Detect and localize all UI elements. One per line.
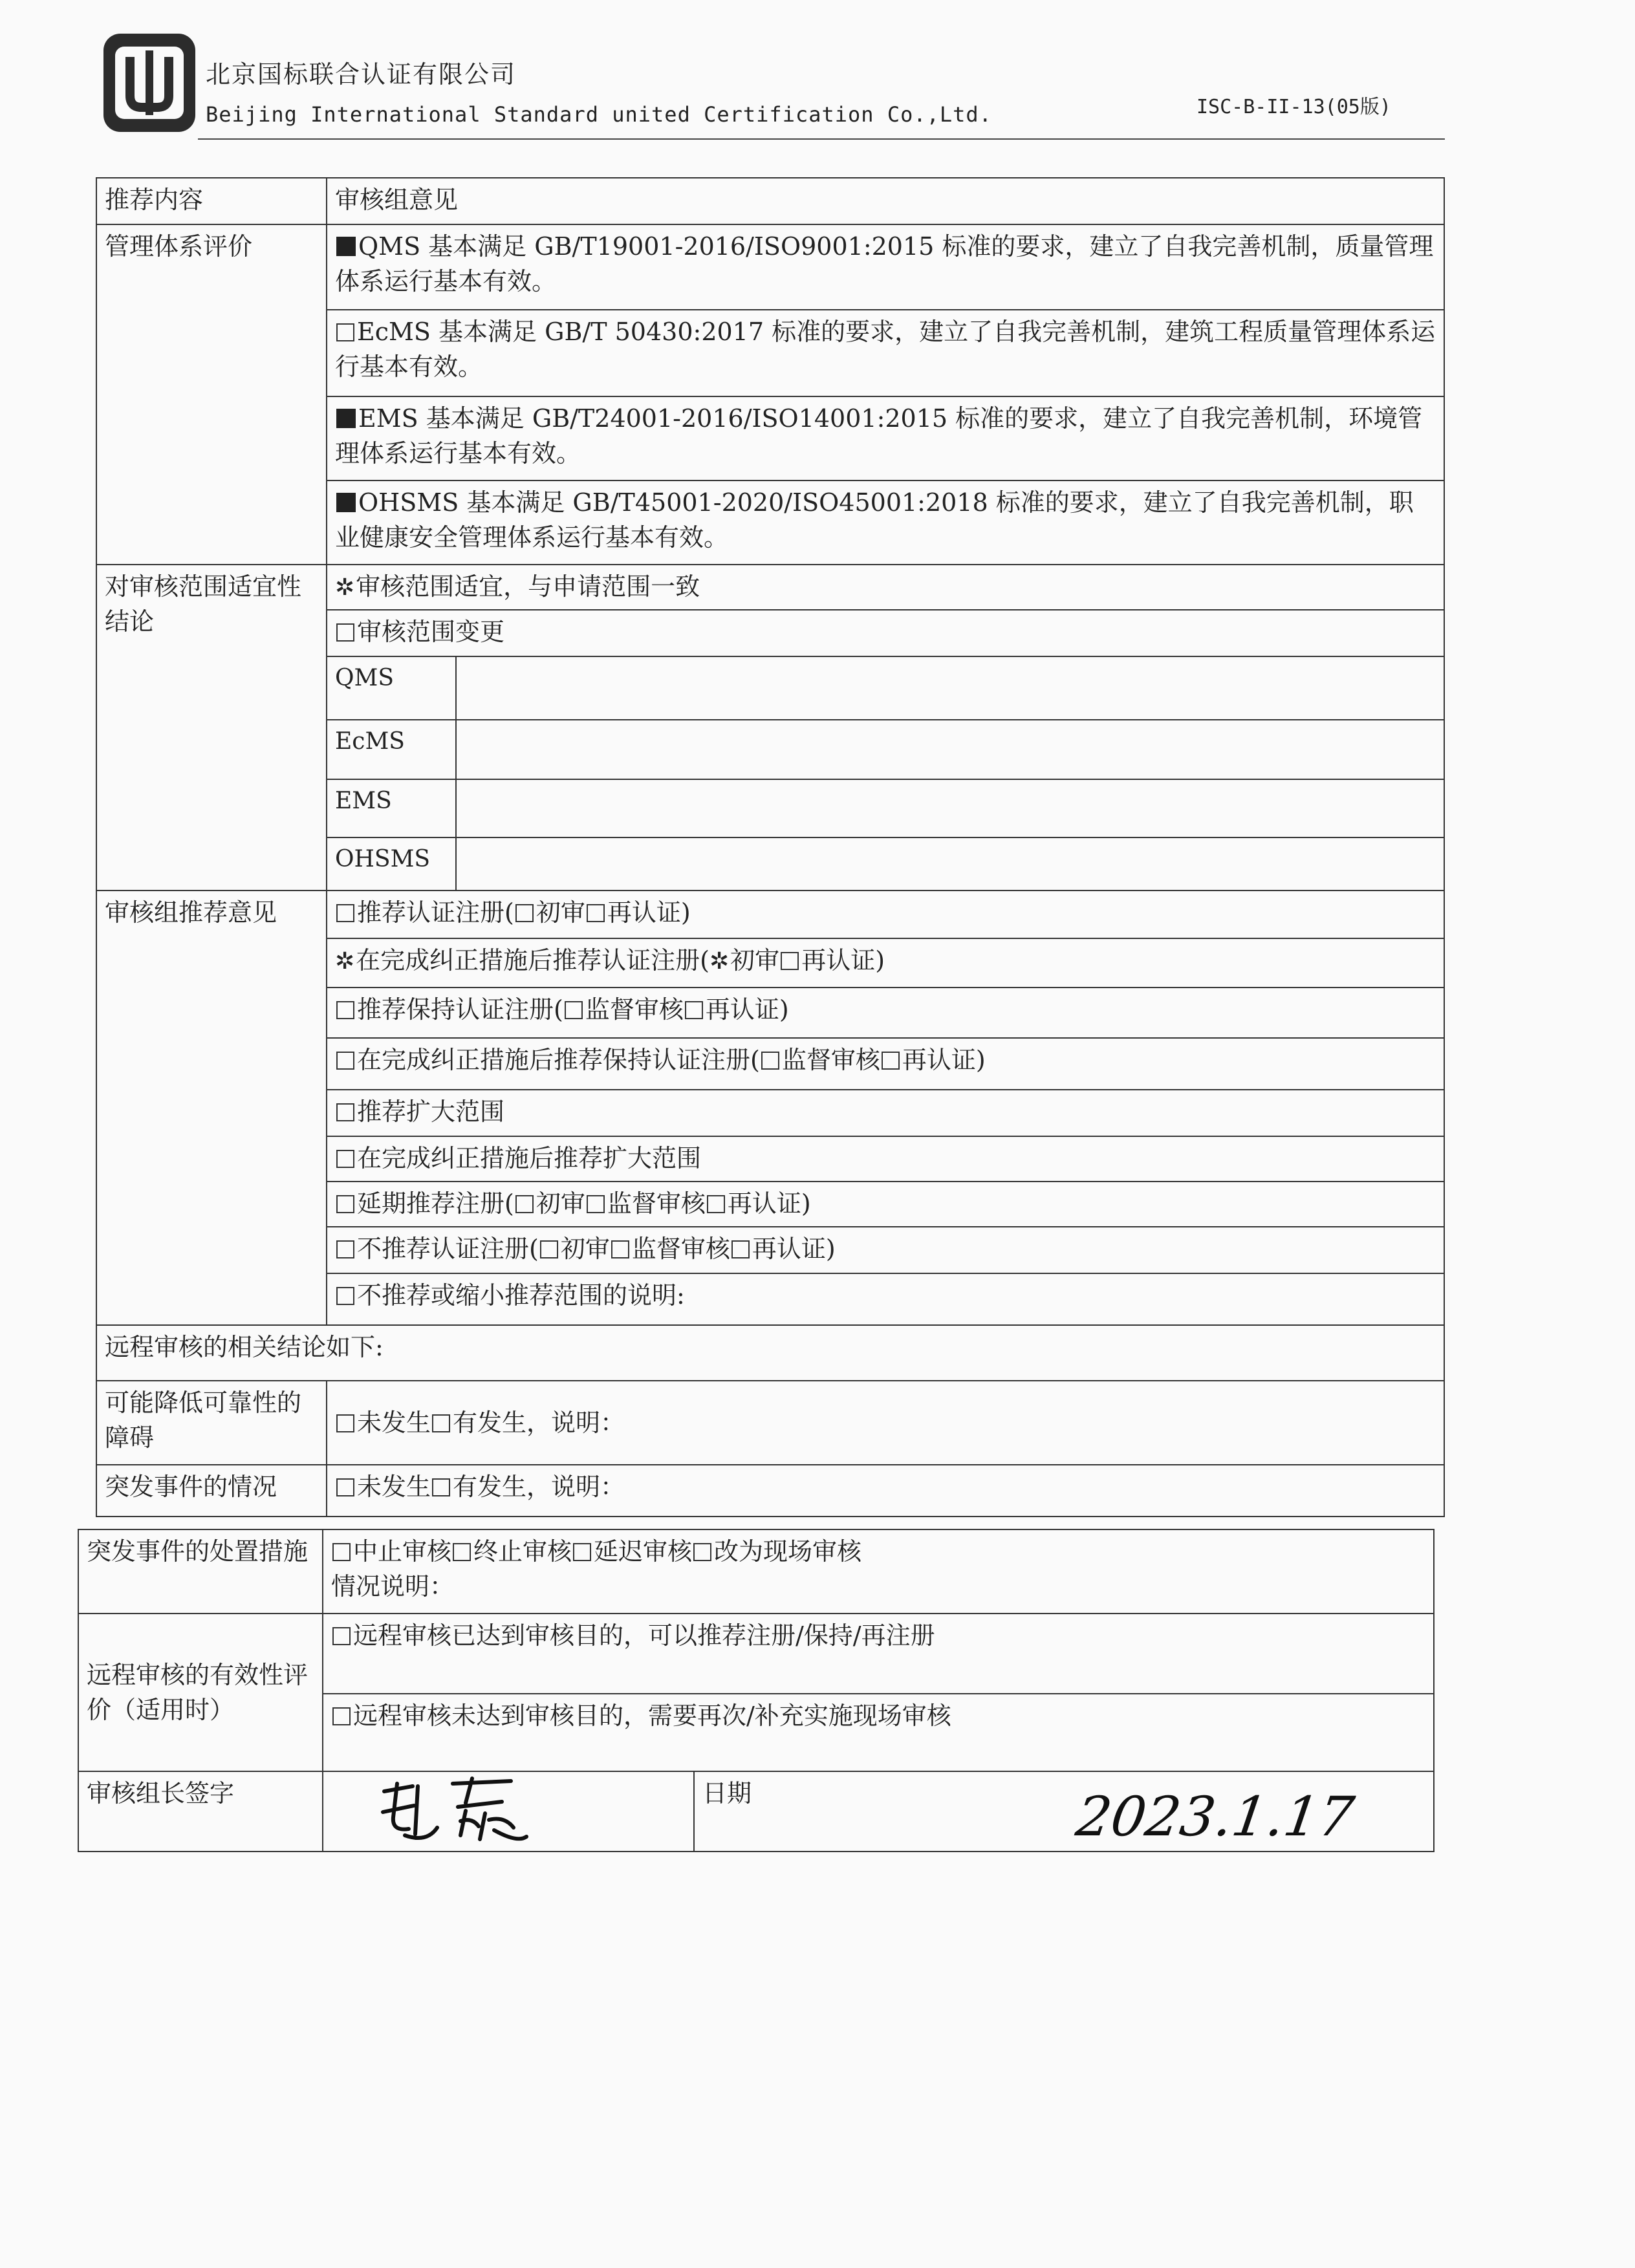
- scope-system-ohsms: OHSMS: [327, 837, 456, 891]
- handwritten-signature: [375, 1772, 530, 1850]
- checkbox[interactable]: [573, 1543, 591, 1561]
- checkbox-checked[interactable]: [336, 409, 356, 428]
- checkbox[interactable]: [336, 1478, 354, 1496]
- checkbox[interactable]: [332, 1627, 351, 1645]
- obstacle-label: 可能降低可靠性的障碍: [96, 1381, 327, 1465]
- checkbox-checked[interactable]: [336, 493, 356, 512]
- scope-system-ems: EMS: [327, 779, 456, 837]
- validity-label: 远程审核的有效性评价（适用时）: [78, 1614, 323, 1771]
- measures-note: 情况说明：: [331, 1572, 455, 1601]
- recommend-item: 推荐认证注册( 初审 再认证): [327, 891, 1444, 938]
- checkbox[interactable]: [515, 904, 534, 922]
- checkbox[interactable]: [336, 904, 354, 922]
- checkbox[interactable]: [761, 1052, 779, 1070]
- company-name-en: Beijing International Standard united Certification Co.,Ltd.: [206, 102, 992, 127]
- checkbox[interactable]: [685, 1001, 703, 1019]
- checkbox[interactable]: [336, 1150, 354, 1168]
- recommend-label: 审核组推荐意见: [96, 891, 327, 1325]
- checkbox[interactable]: [731, 1240, 750, 1258]
- scope-system-qms: QMS: [327, 656, 456, 720]
- checkbox[interactable]: [332, 1543, 351, 1561]
- scope-value-ohsms[interactable]: [456, 837, 1444, 891]
- checkbox[interactable]: [707, 1195, 725, 1213]
- checkbox[interactable]: [336, 1001, 354, 1019]
- gear-checkbox-icon[interactable]: ✲: [335, 574, 355, 601]
- gear-checkbox-icon[interactable]: ✲: [335, 948, 355, 975]
- company-name-cn: 北京国标联合认证有限公司: [206, 60, 517, 89]
- mgmt-item-ems: EMS 基本满足 GB/T24001-2016/ISO14001:2015 标准的要求，建立了自我完善机制，环境管理体系运行基本有效。: [327, 396, 1444, 481]
- recommend-item: 不推荐认证注册( 初审 监督审核 再认证): [327, 1227, 1444, 1273]
- checkbox[interactable]: [336, 623, 354, 642]
- recommend-item: 延期推荐注册( 初审 监督审核 再认证): [327, 1182, 1444, 1227]
- mgmt-eval-label: 管理体系评价: [96, 224, 327, 565]
- emergency-options: 未发生 有发生，说明：: [327, 1465, 1444, 1517]
- checkbox[interactable]: [332, 1707, 351, 1725]
- checkbox[interactable]: [515, 1195, 534, 1213]
- checkbox[interactable]: [540, 1240, 558, 1258]
- checkbox[interactable]: [611, 1240, 629, 1258]
- recommend-item: ✲在完成纠正措施后推荐认证注册(✲初审 再认证): [327, 938, 1444, 988]
- scope-conclusion-label: 对审核范围适宜性结论: [96, 565, 327, 891]
- checkbox[interactable]: [453, 1543, 471, 1561]
- checkbox[interactable]: [587, 904, 605, 922]
- scope-system-ecms: EcMS: [327, 720, 456, 779]
- checkbox[interactable]: [432, 1414, 450, 1432]
- recommend-item: 推荐保持认证注册( 监督审核 再认证): [327, 988, 1444, 1038]
- emergency-label: 突发事件的情况: [96, 1465, 327, 1517]
- isc-logo-icon: [101, 31, 198, 135]
- scope-value-qms[interactable]: [456, 656, 1444, 720]
- header-recommend-content: 推荐内容: [96, 178, 327, 224]
- validity-reached: 远程审核已达到审核目的，可以推荐注册/保持/再注册: [323, 1614, 1434, 1694]
- scope-suitable-option: ✲审核范围适宜，与申请范围一致: [327, 565, 1444, 610]
- remote-audit-heading: 远程审核的相关结论如下:: [96, 1325, 1444, 1381]
- header-team-opinion: 审核组意见: [327, 178, 1444, 224]
- date-label: 日期: [702, 1779, 752, 1808]
- checkbox[interactable]: [781, 952, 799, 970]
- checkbox[interactable]: [336, 1052, 354, 1070]
- checkbox[interactable]: [336, 1240, 354, 1258]
- leader-sign-label: 审核组长签字: [78, 1771, 323, 1852]
- handwritten-date: 2023.1.17: [1072, 1785, 1358, 1848]
- checkbox[interactable]: [336, 323, 354, 341]
- checkbox[interactable]: [336, 1103, 354, 1121]
- recommend-item: 推荐扩大范围: [327, 1090, 1444, 1136]
- checkbox[interactable]: [587, 1195, 605, 1213]
- scope-change-option: 审核范围变更: [327, 610, 1444, 656]
- checkbox[interactable]: [336, 1414, 354, 1432]
- obstacle-options: 未发生 有发生，说明：: [327, 1381, 1444, 1465]
- recommend-item: 在完成纠正措施后推荐扩大范围: [327, 1136, 1444, 1182]
- mgmt-item-ecms: EcMS 基本满足 GB/T 50430:2017 标准的要求，建立了自我完善机制，建筑工程质量管理体系运行基本有效。: [327, 310, 1444, 396]
- audit-opinion-table: [96, 177, 1445, 1517]
- measures-label: 突发事件的处置措施: [78, 1529, 323, 1614]
- recommend-item: 在完成纠正措施后推荐保持认证注册( 监督审核 再认证): [327, 1038, 1444, 1090]
- checkbox[interactable]: [336, 1287, 354, 1305]
- validity-not-reached: 远程审核未达到审核目的，需要再次/补充实施现场审核: [323, 1694, 1434, 1771]
- checkbox[interactable]: [882, 1052, 900, 1070]
- checkbox[interactable]: [336, 1195, 354, 1213]
- mgmt-item-qms: QMS 基本满足 GB/T19001-2016/ISO9001:2015 标准的要求，建立了自我完善机制，质量管理体系运行基本有效。: [327, 224, 1444, 310]
- scope-value-ems[interactable]: [456, 779, 1444, 837]
- checkbox-checked[interactable]: [336, 237, 356, 256]
- mgmt-item-ohsms: OHSMS 基本满足 GB/T45001-2020/ISO45001:2018 标准的要求，建立了自我完善机制，职业健康安全管理体系运行基本有效。: [327, 481, 1444, 565]
- checkbox[interactable]: [565, 1001, 583, 1019]
- header-rule: [198, 138, 1445, 140]
- checkbox[interactable]: [432, 1478, 450, 1496]
- gear-checkbox-icon[interactable]: ✲: [709, 948, 730, 975]
- checkbox[interactable]: [693, 1543, 711, 1561]
- recommend-item: 不推荐或缩小推荐范围的说明:: [327, 1273, 1444, 1325]
- scope-value-ecms[interactable]: [456, 720, 1444, 779]
- form-code: ISC-B-II-13(05版): [1196, 96, 1391, 118]
- measures-options: 中止审核 终止审核 延迟审核 改为现场审核 情况说明：: [323, 1529, 1434, 1614]
